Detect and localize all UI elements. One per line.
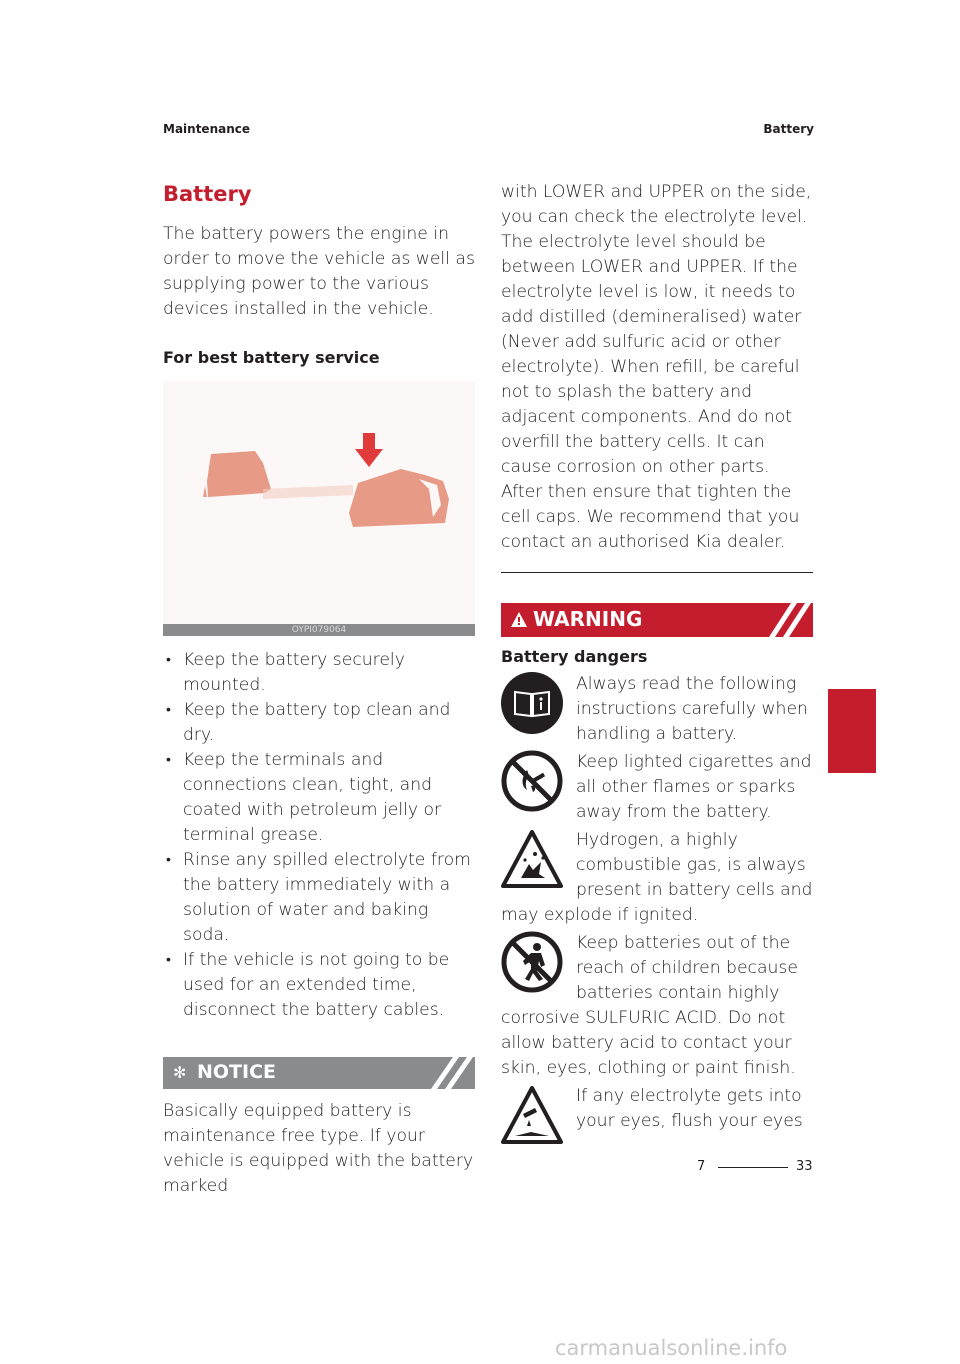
slash-decor-icon bbox=[429, 1057, 473, 1089]
notice-banner bbox=[163, 1057, 475, 1089]
watermark: carmanualsonline.info bbox=[555, 1336, 788, 1360]
list-item: • Rinse any spilled electrolyte from the battery immediately with a solution of water and baking soda. bbox=[163, 848, 475, 948]
warning-row-explosion-cont bbox=[501, 903, 813, 928]
warning-row-corrosive bbox=[501, 1084, 813, 1134]
warning-text: may explode if ignited. bbox=[501, 905, 699, 925]
left-column bbox=[163, 180, 475, 1199]
slash-decor-icon bbox=[767, 603, 811, 637]
warning-banner bbox=[501, 603, 813, 637]
chapter-tab-number: 7 bbox=[838, 752, 850, 771]
figure-caption: OYPI079064 bbox=[163, 624, 475, 636]
warning-text: Always read the following instructions carefully when handling a battery. bbox=[576, 674, 808, 744]
component-shape bbox=[207, 451, 271, 497]
warning-row-manual bbox=[501, 672, 813, 750]
service-bullets bbox=[163, 648, 475, 1023]
chapter-tab bbox=[828, 689, 876, 773]
explosion-icon bbox=[501, 828, 563, 890]
right-column bbox=[501, 180, 813, 1134]
intro-paragraph: The battery powers the engine in order to move the vehicle as well as supplying power to the various devices installed in the vehicle. bbox=[163, 224, 475, 319]
list-item: • Keep the terminals and connections clean, tight, and coated with petroleum jelly or terminal grease. bbox=[163, 748, 475, 848]
warning-label: WARNING bbox=[533, 607, 643, 631]
page-number: 33 bbox=[796, 1159, 813, 1174]
divider bbox=[501, 572, 813, 573]
warning-text: Hydrogen, a highly combustible gas, is always present in battery cells and bbox=[576, 830, 813, 900]
battery-illustration bbox=[163, 381, 475, 624]
notice-text: Basically equipped battery is maintenance free type. If your vehicle is equipped with the battery marked bbox=[163, 1101, 474, 1196]
list-item: • If the vehicle is not going to be used for an extended time, disconnect the battery cables. bbox=[163, 948, 475, 1023]
header-topic: Battery bbox=[763, 122, 814, 136]
warning-icon bbox=[511, 612, 527, 627]
footer-divider bbox=[718, 1167, 788, 1168]
warning-text: Keep batteries out of the reach of children because batteries contain highly bbox=[576, 933, 798, 1003]
warning-row-children bbox=[501, 931, 813, 1006]
corrosive-icon bbox=[501, 1084, 563, 1146]
header-section: Maintenance bbox=[163, 122, 251, 136]
keep-away-children-icon bbox=[501, 931, 563, 993]
notice-label: NOTICE bbox=[197, 1061, 277, 1083]
footer-chapter: 7 bbox=[697, 1159, 706, 1174]
battery-figure bbox=[163, 381, 475, 636]
asterisk-icon: ✻ bbox=[173, 1063, 187, 1082]
warning-row-explosion bbox=[501, 828, 813, 903]
subheading: For best battery service bbox=[163, 348, 380, 367]
warning-text: Keep lighted cigarettes and all other flames or sparks away from the battery. bbox=[576, 752, 812, 822]
list-item: • Keep the battery securely mounted. bbox=[163, 648, 475, 698]
warning-text: corrosive SULFURIC ACID. Do not allow battery acid to contact your skin, eyes, clothing or paint finish. bbox=[501, 1008, 796, 1078]
no-flames-icon bbox=[501, 750, 563, 812]
read-manual-icon bbox=[501, 672, 563, 734]
list-item: • Keep the battery top clean and dry. bbox=[163, 698, 475, 748]
warning-row-flames bbox=[501, 750, 813, 828]
warning-text: If any electrolyte gets into your eyes, flush your eyes bbox=[576, 1086, 803, 1131]
page-title: Battery bbox=[163, 182, 252, 206]
arrow-down-icon bbox=[355, 433, 383, 467]
warning-row-children-cont bbox=[501, 1006, 813, 1081]
warning-subheading: Battery dangers bbox=[501, 647, 648, 666]
continued-paragraph: with LOWER and UPPER on the side, you can check the electrolyte level. The electrolyte level should be between LOWER and UPPER. If the electrolyte level is low, it needs to add distilled (demineralised) water (Never add sulfuric acid or other electrolyte). When refill, be careful not to splash the battery and adjacent components. And do not overfill the battery cells. It can cause corrosion on other parts. After then ensure that tighten the cell caps. We recommend that you contact an authorised Kia dealer. bbox=[501, 182, 812, 552]
